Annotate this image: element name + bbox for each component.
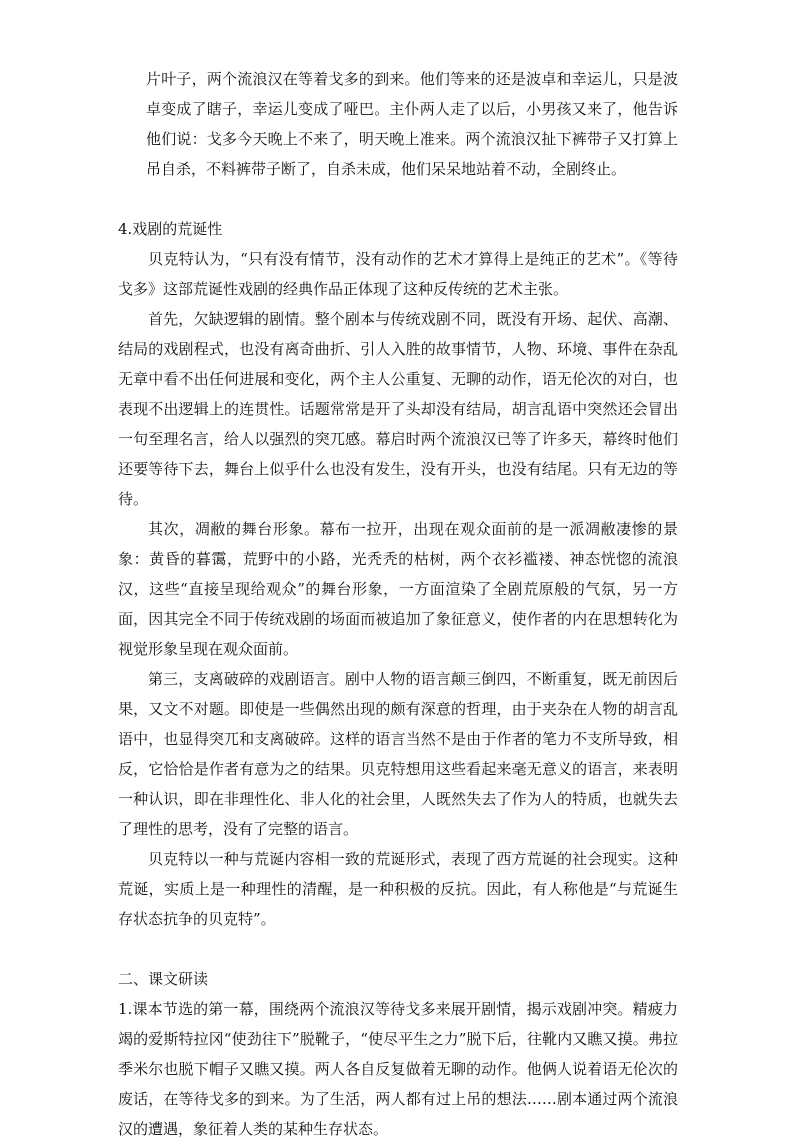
paragraph-text-study-1: 1.课本节选的第一幕，围绕两个流浪汉等待戈多来展开剧情，揭示戏剧冲突。精疲力竭的爱斯特拉冈“使劲往下”脱靴子，“使尽平生之力”脱下后，往靴内又瞧又摸。弗拉季米尔也脱下帽子又瞧又摸。两人各自反复做着无聊的动作。他俩人说着语无伦次的废话，在等待戈多的到来。为了生活，两人都有过上吊的想法……剧本通过两个流浪汉的遭遇，象征着人类的某种生存状态。	[118, 1000, 678, 1138]
section-heading-text-study: 二、课文研读	[118, 970, 209, 988]
paragraph-beckett-view: 贝克特认为，“只有没有情节，没有动作的艺术才算得上是纯正的艺术”。《等待戈多》这部荒诞性戏剧的经典作品正体现了这种反传统的艺术主张。	[118, 250, 678, 298]
document-body	[118, 64, 678, 1144]
blank-line	[118, 934, 678, 964]
paragraph-plot-ending: 片叶子，两个流浪汉在等着戈多的到来。他们等来的还是波卓和幸运儿，只是波卓变成了瞎子，幸运儿变成了哑巴。主仆两人走了以后，小男孩又来了，他告诉他们说：戈多今天晚上不来了，明天晚上准来。两个流浪汉扯下裤带子又打算上吊自杀，不料裤带子断了，自杀未成，他们呆呆地站着不动，全剧终止。	[146, 70, 678, 178]
paragraph-conclusion: 贝克特以一种与荒诞内容相一致的荒诞形式，表现了西方荒诞的社会现实。这种荒诞，实质上是一种理性的清醒，是一种积极的反抗。因此，有人称他是“与荒诞生存状态抗争的贝克特”。	[118, 850, 678, 928]
blank-line	[118, 184, 678, 214]
section-heading-absurdity: 4.戏剧的荒诞性	[118, 220, 223, 238]
paragraph-third-language: 第三，支离破碎的戏剧语言。剧中人物的语言颠三倒四，不断重复，既无前因后果，又文不对题。即使是一些偶然出现的颇有深意的哲理，由于夹杂在人物的胡言乱语中，也显得突兀和支离破碎。这样的语言当然不是由于作者的笔力不支所导致，相反，它恰恰是作者有意为之的结果。贝克特想用这些看起来毫无意义的语言，来表明一种认识，即在非理性化、非人化的社会里，人既然失去了作为人的特质，也就失去了理性的思考，没有了完整的语言。	[118, 670, 678, 838]
paragraph-first-plot: 首先，欠缺逻辑的剧情。整个剧本与传统戏剧不同，既没有开场、起伏、高潮、结局的戏剧程式，也没有离奇曲折、引人入胜的故事情节，人物、环境、事件在杂乱无章中看不出任何进展和变化，两个主人公重复、无聊的动作，语无伦次的对白，也表现不出逻辑上的连贯性。话题常常是开了头却没有结局，胡言乱语中突然还会冒出一句至理名言，给人以强烈的突兀感。幕启时两个流浪汉已等了许多天，幕终时他们还要等待下去，舞台上似乎什么也没有发生，没有开头，也没有结尾。只有无边的等待。	[118, 310, 678, 508]
paragraph-second-stage: 其次，凋敝的舞台形象。幕布一拉开，出现在观众面前的是一派凋敝凄惨的景象：黄昏的暮霭，荒野中的小路，光秃秃的枯树，两个衣衫褴褛、神态恍惚的流浪汉，这些“直接呈现给观众”的舞台形象，一方面渲染了全剧荒原般的气氛，另一方面，因其完全不同于传统戏剧的场面而被追加了象征意义，使作者的内在思想转化为视觉形象呈现在观众面前。	[118, 520, 678, 658]
